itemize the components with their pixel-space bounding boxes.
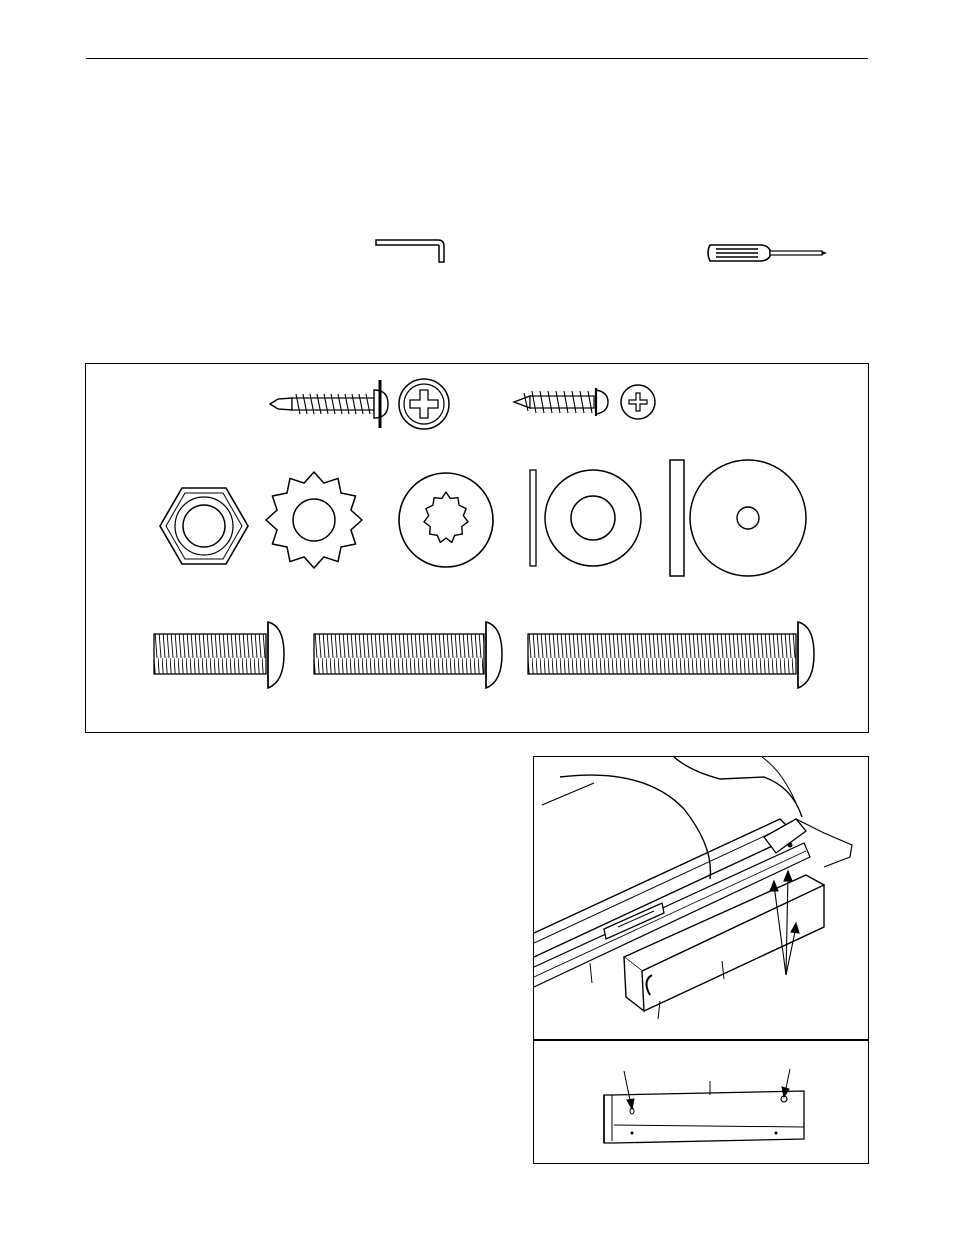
- long-button-bolt-icon: [524, 618, 818, 692]
- phillips-screwdriver-icon: [704, 240, 830, 266]
- base-assembly-figure: [534, 757, 867, 1039]
- large-flat-washer-icon: [668, 458, 812, 580]
- base-inset-figure: [534, 1043, 867, 1159]
- phillips-screw-icon: [508, 380, 668, 426]
- header-rule: [86, 58, 868, 59]
- hex-key-icon: [372, 236, 448, 264]
- hardware-identification-chart: [85, 363, 869, 733]
- self-drilling-screw-icon: [264, 376, 454, 436]
- internal-star-washer-icon: [394, 468, 498, 572]
- hex-nut-icon: [156, 484, 252, 568]
- medium-button-bolt-icon: [310, 618, 506, 692]
- short-button-bolt-icon: [150, 618, 286, 692]
- figure-divider: [534, 1039, 868, 1041]
- star-washer-icon: [262, 468, 366, 572]
- assembly-figure: [533, 756, 869, 1164]
- flat-washer-icon: [526, 466, 646, 572]
